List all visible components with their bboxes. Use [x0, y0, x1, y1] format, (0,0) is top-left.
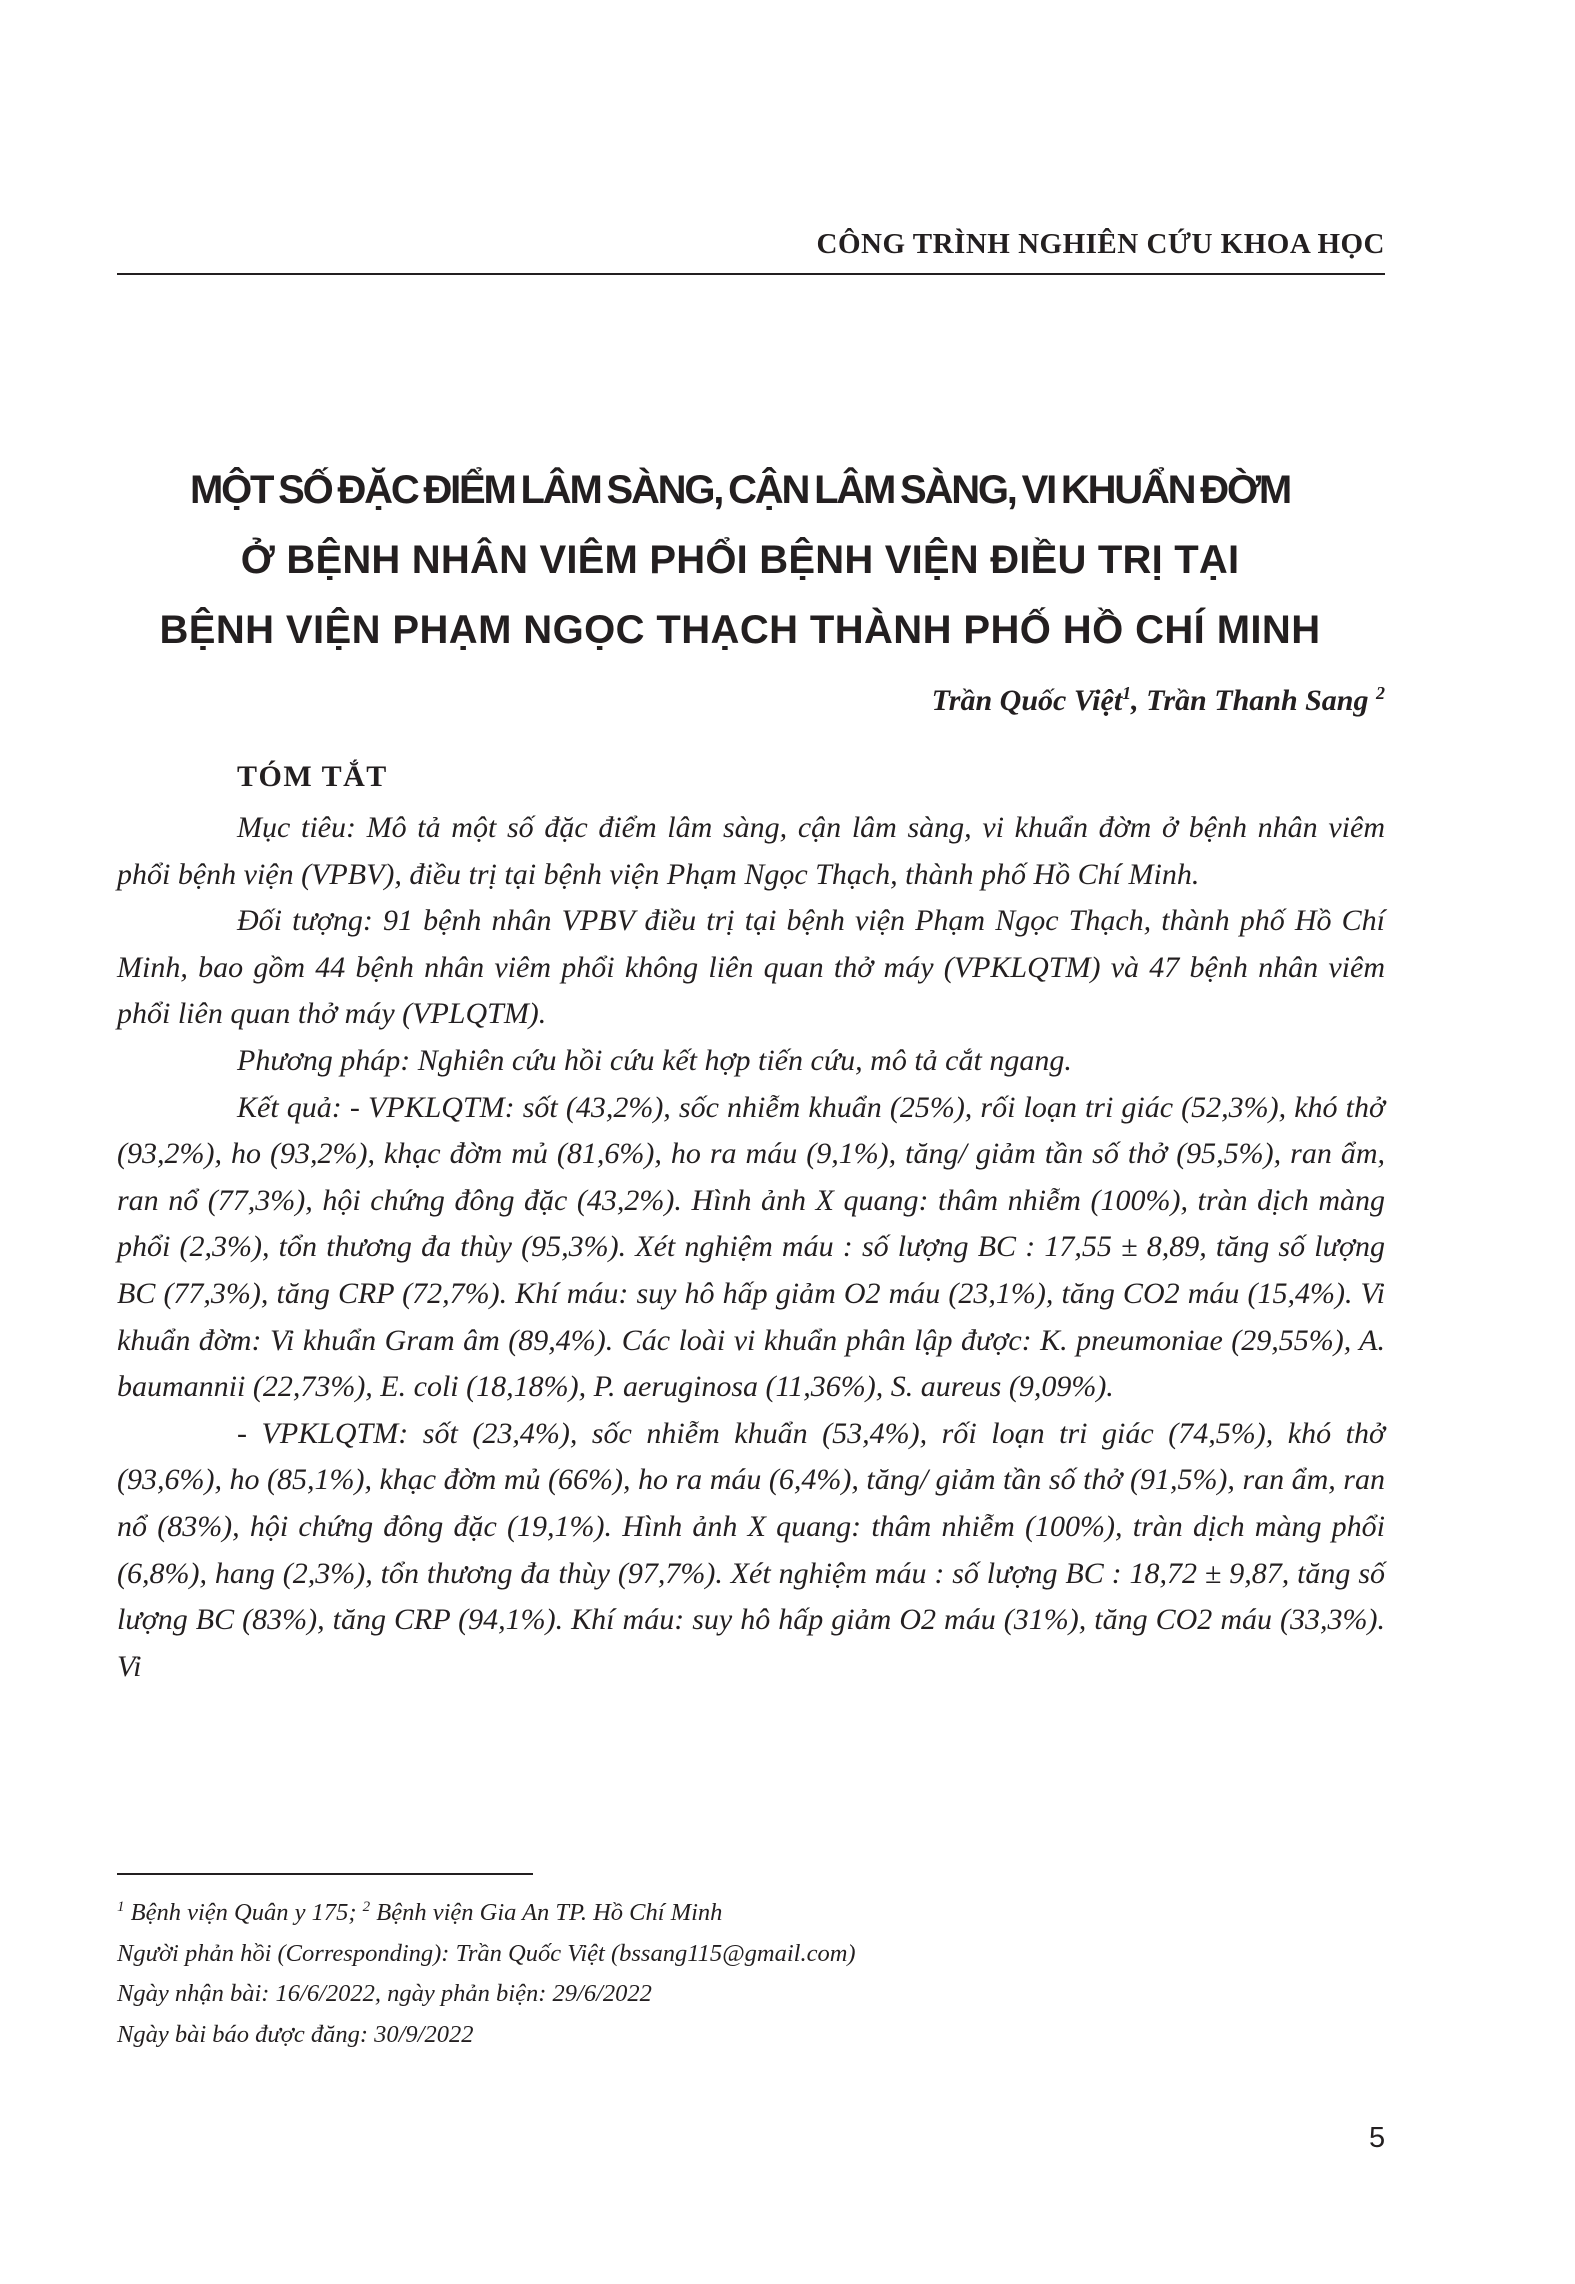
page-number: 5 — [1369, 2122, 1386, 2154]
author-1: Trần Quốc Việt — [931, 684, 1123, 717]
author-2-affiliation-mark: 2 — [1376, 683, 1385, 703]
footnote-received: Ngày nhận bài: 16/6/2022, ngày phản biện: 29/6/2022 — [117, 1980, 652, 2008]
header-rule — [117, 273, 1385, 275]
title-line-2: Ở BỆNH NHÂN VIÊM PHỔI BỆNH VIỆN ĐIỀU TRỊ TẠI — [240, 538, 1240, 582]
footnote-rule — [117, 1873, 533, 1875]
title-line-1: MỘT SỐ ĐẶC ĐIỂM LÂM SÀNG, CẬN LÂM SÀNG, VI KHUẨN ĐỜM — [189, 468, 1291, 512]
abstract-results-1: Kết quả: - VPKLQTM: sốt (43,2%), sốc nhiễm khuẩn (25%), rối loạn tri giác (52,3%), khó thở (93,2%), ho (93,2%), khạc đờm mủ (81,6%), ho ra máu (9,1%), tăng/ giảm tần số thở (95,5%), ran ẩm, ran nổ (77,3%), hội chứng đông đặc (43,2%). Hình ảnh X quang: thâm nhiễm (100%), tràn dịch màng phổi (2,3%), tổn thương đa thùy (95,3%). Xét nghiệm máu : số lượng BC : 17,55 ± 8,89, tăng số lượng BC (77,3%), tăng CRP (72,7%). Khí máu: suy hô hấp giảm O2 máu (23,1%), tăng CO2 máu (15,4%). Vi khuẩn đờm: Vi khuẩn Gram âm (89,4%). Các loài vi khuẩn phân lập được: K. pneumoniae (29,55%), A. baumannii (22,73%), E. coli (18,18%), P. aeruginosa (11,36%), S. aureus (9,09%). — [117, 1090, 1385, 1404]
abstract-results-2: - VPKLQTM: sốt (23,4%), sốc nhiễm khuẩn (53,4%), rối loạn tri giác (74,5%), khó thở (93,6%), ho (85,1%), khạc đờm mủ (66%), ho ra máu (6,4%), tăng/ giảm tần số thở (91,5%), ran ẩm, ran nổ (83%), hội chứng đông đặc (19,1%). Hình ảnh X quang: thâm nhiễm (100%), tràn dịch màng phổi (6,8%), hang (2,3%), tổn thương đa thùy (97,7%). Xét nghiệm máu : số lượng BC : 18,72 ± 9,87, tăng số lượng BC (83%), tăng CRP (94,1%). Khí máu: suy hô hấp giảm O2 máu (31%), tăng CO2 máu (33,3%). Vi — [117, 1416, 1385, 1683]
affiliation-mark-1: 1 — [117, 1899, 125, 1915]
affiliation-2: Bệnh viện Gia An TP. Hồ Chí Minh — [370, 1899, 723, 1927]
abstract-heading: TÓM TẮT — [237, 760, 388, 793]
footnote-affiliations — [117, 1887, 1385, 1934]
abstract-objective: Mục tiêu: Mô tả một số đặc điểm lâm sàng, cận lâm sàng, vi khuẩn đờm ở bệnh nhân viêm phổi bệnh viện (VPBV), điều trị tại bệnh viện Phạm Ngọc Thạch, thành phố Hồ Chí Minh. — [117, 811, 1385, 891]
footnote-published: Ngày bài báo được đăng: 30/9/2022 — [117, 2020, 474, 2048]
author-list — [932, 683, 1385, 718]
title-line-3: BỆNH VIỆN PHẠM NGỌC THẠCH THÀNH PHỐ HỒ CHÍ MINH — [159, 608, 1321, 652]
affiliation-1: Bệnh viện Quân y 175; — [124, 1899, 363, 1927]
affiliation-mark-2: 2 — [362, 1899, 371, 1915]
abstract-methods: Phương pháp: Nghiên cứu hồi cứu kết hợp tiến cứu, mô tả cắt ngang. — [237, 1043, 1072, 1077]
article-title — [90, 455, 1390, 665]
author-separator: , — [1131, 684, 1147, 717]
footnotes — [117, 1887, 1385, 2056]
abstract-subjects: Đối tượng: 91 bệnh nhân VPBV điều trị tại bệnh viện Phạm Ngọc Thạch, thành phố Hồ Chí Minh, bao gồm 44 bệnh nhân viêm phổi không liên quan thở máy (VPKLQTM) và 47 bệnh nhân viêm phổi liên quan thở máy (VPLQTM). — [117, 904, 1385, 1031]
footnote-corresponding: Người phản hồi (Corresponding): Trần Quốc Việt (bssang115@gmail.com) — [117, 1939, 856, 1967]
abstract-body — [117, 805, 1385, 1690]
author-1-affiliation-mark: 1 — [1122, 683, 1132, 703]
author-2: Trần Thanh Sang — [1146, 684, 1376, 717]
running-header: CÔNG TRÌNH NGHIÊN CỨU KHOA HỌC — [816, 228, 1385, 260]
